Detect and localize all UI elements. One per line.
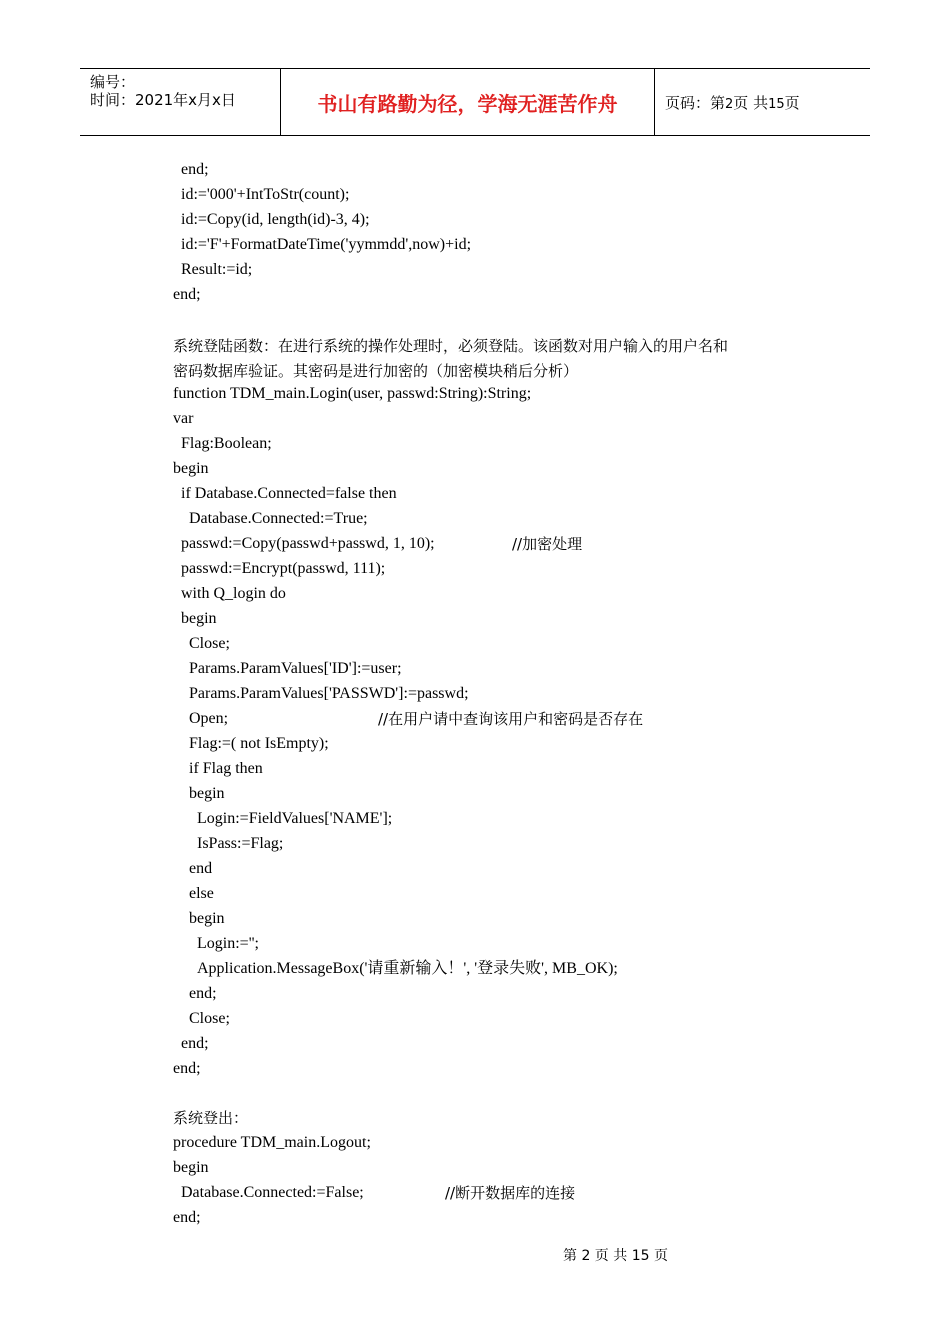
description-line: 密码数据库验证。其密码是进行加密的（加密模块稍后分析） [173, 362, 579, 380]
time-label: 时间：2021年x月x日 [90, 91, 236, 109]
code-line: IsPass:=Flag; [197, 835, 284, 852]
page-prefix: 页码：第 [665, 94, 726, 112]
code-line: begin [173, 460, 209, 477]
code-line: id:=Copy(id, length(id)-3, 4); [181, 211, 370, 228]
code-line: end; [181, 161, 209, 178]
code-line: Database.Connected:=True; [189, 510, 368, 527]
number-label: 编号： [90, 73, 136, 91]
page-total: 15 [768, 97, 785, 112]
code-line: else [189, 885, 214, 902]
code-line: Flag:=( not IsEmpty); [189, 735, 329, 752]
code-line: begin [189, 910, 225, 927]
page-mid: 页 共 [733, 94, 769, 112]
code-line: Close; [189, 1010, 230, 1027]
code-line: Open; [189, 710, 229, 727]
code-line: begin [189, 785, 225, 802]
code-line: Login:=FieldValues['NAME']; [197, 810, 393, 827]
code-line: Login:=''; [197, 935, 259, 952]
code-line: if Flag then [189, 760, 263, 777]
code-line: Database.Connected:=False; [181, 1184, 364, 1201]
page-number: 2 [725, 97, 734, 112]
code-line: function TDM_main.Login(user, passwd:String):String; [173, 385, 532, 402]
code-comment: //在用户请中查询该用户和密码是否存在 [378, 710, 644, 728]
code-line: Flag:Boolean; [181, 435, 272, 452]
code-line: begin [181, 610, 217, 627]
motto: 书山有路勤为径，学海无涯苦作舟 [317, 92, 618, 116]
code-line: Application.MessageBox('请重新输入！', '登录失败', MB_OK); [197, 960, 618, 977]
code-line: end; [173, 1060, 201, 1077]
description-line: 系统登出： [173, 1109, 249, 1127]
code-line: begin [173, 1159, 209, 1176]
code-line: Close; [189, 635, 230, 652]
code-line: Params.ParamValues['PASSWD']:=passwd; [189, 685, 469, 702]
code-line: id:='000'+IntToStr(count); [181, 186, 350, 203]
code-line: id:='F'+FormatDateTime('yymmdd',now)+id; [181, 236, 472, 253]
code-line: Params.ParamValues['ID']:=user; [189, 660, 402, 677]
code-line: Result:=id; [181, 261, 253, 278]
code-line: end; [181, 1035, 209, 1052]
code-line: end [189, 860, 213, 877]
code-line: if Database.Connected=false then [181, 485, 397, 502]
code-line: var [173, 410, 194, 427]
code-line: end; [173, 286, 201, 303]
code-comment: //加密处理 [512, 535, 583, 553]
code-line: passwd:=Copy(passwd+passwd, 1, 10); [181, 535, 435, 552]
code-line: end; [173, 1209, 201, 1226]
description-line: 系统登陆函数：在进行系统的操作处理时，必须登陆。该函数对用户输入的用户名和 [173, 337, 729, 355]
code-line: with Q_login do [181, 585, 286, 602]
code-line: procedure TDM_main.Logout; [173, 1134, 371, 1151]
page-suffix: 页 [784, 94, 800, 112]
code-comment: //断开数据库的连接 [445, 1184, 576, 1202]
code-line: passwd:=Encrypt(passwd, 111); [181, 560, 386, 577]
page-footer: 第 2 页 共 15 页 [563, 1248, 668, 1264]
code-line: end; [189, 985, 217, 1002]
